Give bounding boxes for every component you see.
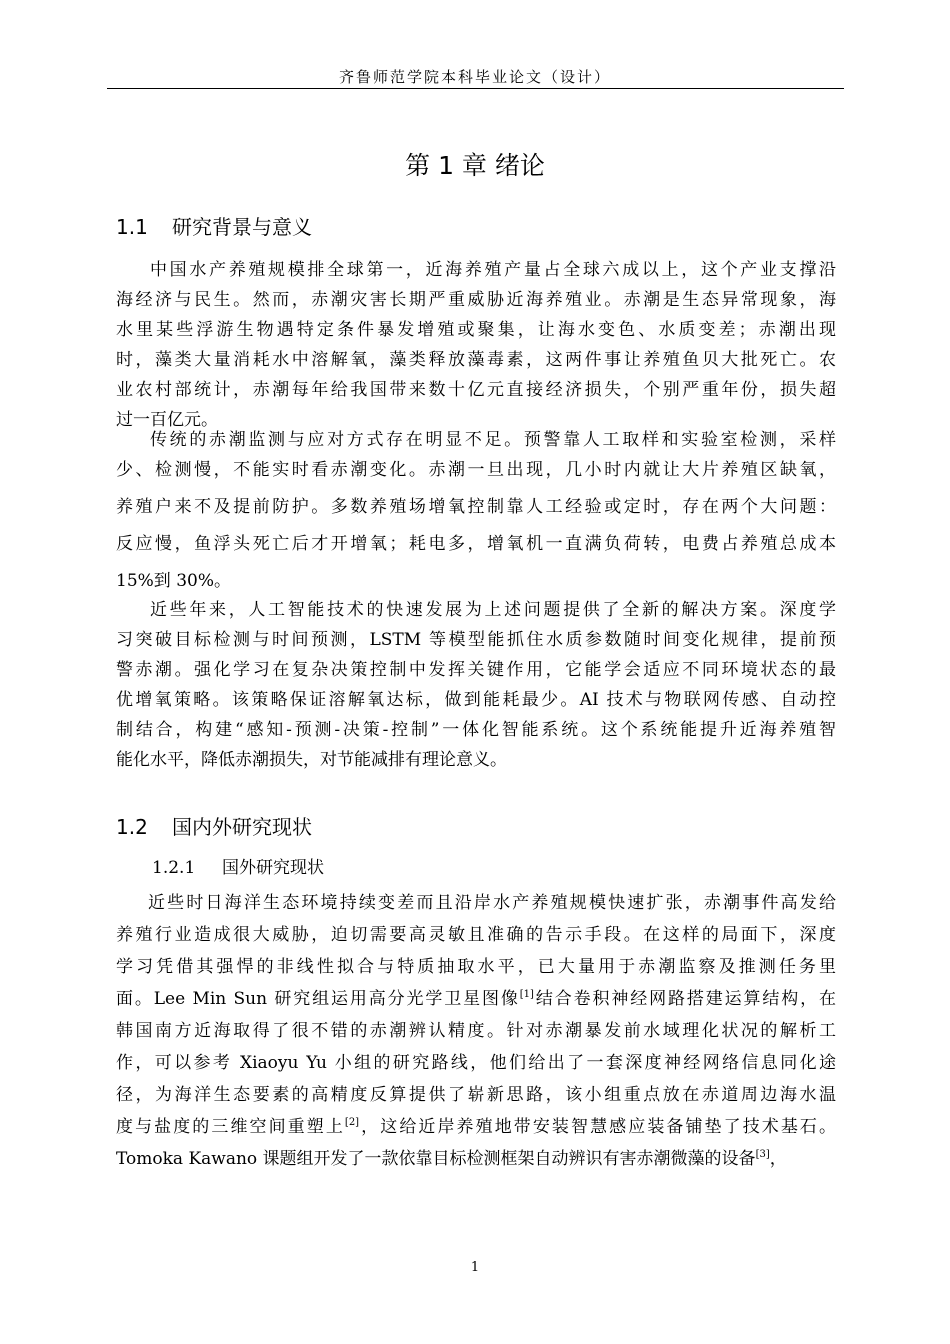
- text-line: 反应慢，鱼浮头死亡后才开增氧；耗电多，增氧机一直满负荷转，电费占养殖总成本: [116, 534, 836, 554]
- text-segment: 面。Lee Min Sun 研究组运用高分光学卫星图像: [116, 989, 520, 1009]
- paragraph-foreign-research: [116, 887, 836, 1175]
- subsection-heading-1-2-1: [152, 853, 324, 878]
- section-heading-1-2: [116, 811, 312, 840]
- section-number: 1.1: [116, 215, 148, 239]
- text-line: [116, 1111, 836, 1143]
- text-line: 制结合，构建“感知-预测-决策-控制”一体化智能系统。这个系统能提升近海养殖智: [116, 720, 836, 740]
- paragraph-background-3: [116, 595, 836, 775]
- text-segment: ，这给近岸养殖地带安装智慧感应装备铺垫了技术基石。: [359, 1117, 837, 1137]
- text-line: 过一百亿元。: [116, 410, 218, 430]
- text-line: 养殖行业造成很大威胁，迫切需要高灵敏且准确的告示手段。在这样的局面下，深度: [116, 925, 836, 945]
- citation-ref: [3]: [755, 1149, 770, 1160]
- text-line: 时，藻类大量消耗水中溶解氧，藻类释放藻毒素，这两件事让养殖鱼贝大批死亡。农: [116, 350, 836, 370]
- text-line: 海经济与民生。然而，赤潮灾害长期严重威胁近海养殖业。赤潮是生态异常现象，海: [116, 290, 836, 310]
- text-line: [116, 983, 836, 1015]
- text-line: 近些时日海洋生态环境持续变差而且沿岸水产养殖规模快速扩张，赤潮事件高发给: [148, 893, 836, 913]
- text-line: 近些年来，人工智能技术的快速发展为上述问题提供了全新的解决方案。深度学: [150, 600, 836, 620]
- section-heading-1-1: [116, 211, 312, 240]
- text-line: 韩国南方近海取得了很不错的赤潮辨认精度。针对赤潮暴发前水域理化状况的解析工: [116, 1021, 836, 1041]
- text-line: [116, 1143, 836, 1175]
- text-line: 传统的赤潮监测与应对方式存在明显不足。预警靠人工取样和实验室检测，采样: [150, 430, 836, 450]
- subsection-number: 1.2.1: [152, 858, 196, 878]
- text-line: 作，可以参考 Xiaoyu Yu 小组的研究路线，他们给出了一套深度神经网络信息同化途: [116, 1053, 836, 1073]
- citation-ref: [2]: [344, 1117, 360, 1128]
- section-title-text: 国内外研究现状: [172, 815, 312, 839]
- text-segment: ，: [769, 1149, 787, 1169]
- text-line: 警赤潮。强化学习在复杂决策控制中发挥关键作用，它能学会适应不同环境状态的最: [116, 660, 836, 680]
- text-line: 能化水平，降低赤潮损失，对节能减排有理论意义。: [116, 750, 507, 770]
- text-segment: 度与盐度的三维空间重塑上: [116, 1117, 345, 1137]
- header-rule: [107, 88, 844, 89]
- text-line: 习突破目标检测与时间预测，LSTM 等模型能抓住水质参数随时间变化规律，提前预: [116, 630, 836, 650]
- text-line: 优增氧策略。该策略保证溶解氧达标，做到能耗最少。AI 技术与物联网传感、自动控: [116, 690, 836, 710]
- text-line: 学习凭借其强悍的非线性拟合与特质抽取水平，已大量用于赤潮监察及推测任务里: [116, 957, 836, 977]
- text-line: 养殖户来不及提前防护。多数养殖场增氧控制靠人工经验或定时，存在两个大问题：: [116, 497, 836, 517]
- text-line: 15%到 30%。: [116, 571, 231, 591]
- citation-ref: [1]: [519, 989, 534, 1000]
- paragraph-background-1: [116, 255, 836, 435]
- text-line: 径，为海洋生态要素的高精度反算提供了崭新思路，该小组重点放在赤道周边海水温: [116, 1085, 836, 1105]
- text-line: 中国水产养殖规模排全球第一，近海养殖产量占全球六成以上，这个产业支撑沿: [150, 260, 836, 280]
- subsection-title-text: 国外研究现状: [222, 858, 324, 878]
- text-segment: 结合卷积神经网路搭建运算结构，在: [533, 989, 836, 1009]
- section-title-text: 研究背景与意义: [172, 215, 312, 239]
- chapter-title: 第 1 章 绪论: [405, 151, 545, 180]
- text-line: 水里某些浮游生物遇特定条件暴发增殖或聚集，让海水变色、水质变差；赤潮出现: [116, 320, 836, 340]
- section-number: 1.2: [116, 815, 148, 839]
- running-header: 齐鲁师范学院本科毕业论文（设计）: [338, 68, 611, 86]
- paragraph-background-2: [116, 425, 836, 596]
- page-number: 1: [470, 1260, 480, 1275]
- text-line: 少、检测慢，不能实时看赤潮变化。赤潮一旦出现，几小时内就让大片养殖区缺氧，: [116, 460, 836, 480]
- text-segment: Tomoka Kawano 课题组开发了一款依靠目标检测框架自动辨识有害赤潮微藻的设备: [116, 1149, 756, 1169]
- text-line: 业农村部统计，赤潮每年给我国带来数十亿元直接经济损失，个别严重年份，损失超: [116, 380, 836, 400]
